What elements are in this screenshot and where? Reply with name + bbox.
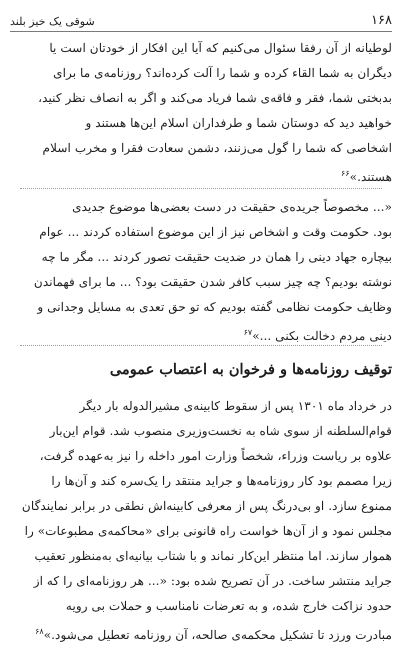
footnote-ref-67: ۶۷ <box>243 328 253 337</box>
footnote-ref-66: ۶۶ <box>341 169 350 178</box>
paragraph-2-quote <box>10 195 392 349</box>
page-header <box>10 6 392 32</box>
text-line: لوطیانه از آن رفقا سئوال می‌کنیم که آیا این افکار از خودتان است یا <box>49 41 392 55</box>
text-line: ممنوع سازد. او بی‌درنگ پس از معرفی کابینه‌اش نطقی در برابر نمایندگان <box>21 499 392 513</box>
text-line: هموار سازند. اما منتظر این‌کار نماند و با شتاب بیانیه‌ای به‌منظور تعقیب <box>34 549 392 563</box>
text-line <box>10 619 392 648</box>
text-line: حدود نزاکت خارج شده، و به تعرضات نامناسب و حملات بی رویه <box>65 599 392 613</box>
text-line: اشخاصی که شما را گول می‌زنند، دشمن سعادت فقرا و مخرب اسلام <box>42 141 392 155</box>
paragraph-1 <box>10 36 392 190</box>
text-line: بود. حکومت وقت و اشخاص نیز از این موضوع استفاده کردند ... عوام <box>39 225 392 239</box>
text-line: «... مخصوصاً جریده‌ی حقیقت در دست بعضی‌ها موضوع جدیدی <box>72 200 392 214</box>
text-line-content: دینی مردم دخالت بکنی ...» <box>252 329 392 344</box>
text-line: زیرا مصمم بود کار روزنامه‌ها و جراید منتقد را یک‌سره کند و آن‌ها را <box>51 474 392 488</box>
text-line-content: هستند.» <box>349 170 392 185</box>
text-line: علاوه بر ریاست وزراء، شخصاً وزارت امور داخله را نیز به‌عهده گرفت، <box>39 449 392 463</box>
text-line-content: مبادرت ورزد تا تشکیل محکمه‌ی صالحه، آن روزنامه تعطیل می‌شود.» <box>43 628 392 643</box>
footnote-ref-68: ۶۸ <box>35 627 44 636</box>
running-title: شوقی یک خیز بلند <box>10 15 95 28</box>
text-line <box>10 161 392 190</box>
divider <box>20 345 382 346</box>
paragraph-3 <box>10 394 392 648</box>
text-line: دیگران به شما القاء کرده و شما را آلت کرده‌اند؟ روزنامه‌ی ما برای <box>53 66 392 80</box>
divider <box>20 188 382 189</box>
text-line: در خرداد ماه ۱۳۰۱ پس از سقوط کابینه‌ی مشیرالدوله بار دیگر <box>79 399 392 413</box>
text-line: قوام‌السلطنه از سوی شاه به نخست‌وزیری منصوب شد. قوام این‌بار <box>49 424 392 438</box>
text-line: نوشته بودیم؟ چه چیز سبب کافر شدن حقیقت بود؟ ... ما برای فهماندن <box>33 275 392 289</box>
page-number: ۱۶۸ <box>371 13 392 28</box>
text-line: بدبختی شما، فقر و فاقه‌ی شما فریاد می‌کند و اگر به انصاف نظر کنید، <box>38 91 392 105</box>
text-line: جراید منتشر ساخت. در آن تصریح شده بود: «... هر روزنامه‌ای را که از <box>33 574 392 588</box>
text-line: وظایف حکومت نظامی گفته بودیم که تو حق تعدی به مسایل وجدانی و <box>37 300 392 314</box>
text-line: مجلس نمود و از آن‌ها خواست راه قانونی برای «محاکمه‌ی مطبوعات» را <box>24 524 392 538</box>
text-line: بیچاره جهاد دینی را همان در ضدیت حقیقت تصور کردند ... مگر ما چه <box>41 250 392 264</box>
text-line: خواهید دید که دوستان شما و طرفداران اسلام این‌ها هستند و <box>85 116 392 130</box>
section-heading: توقیف روزنامه‌ها و فرخوان به اعتصاب عمومی <box>109 361 392 378</box>
